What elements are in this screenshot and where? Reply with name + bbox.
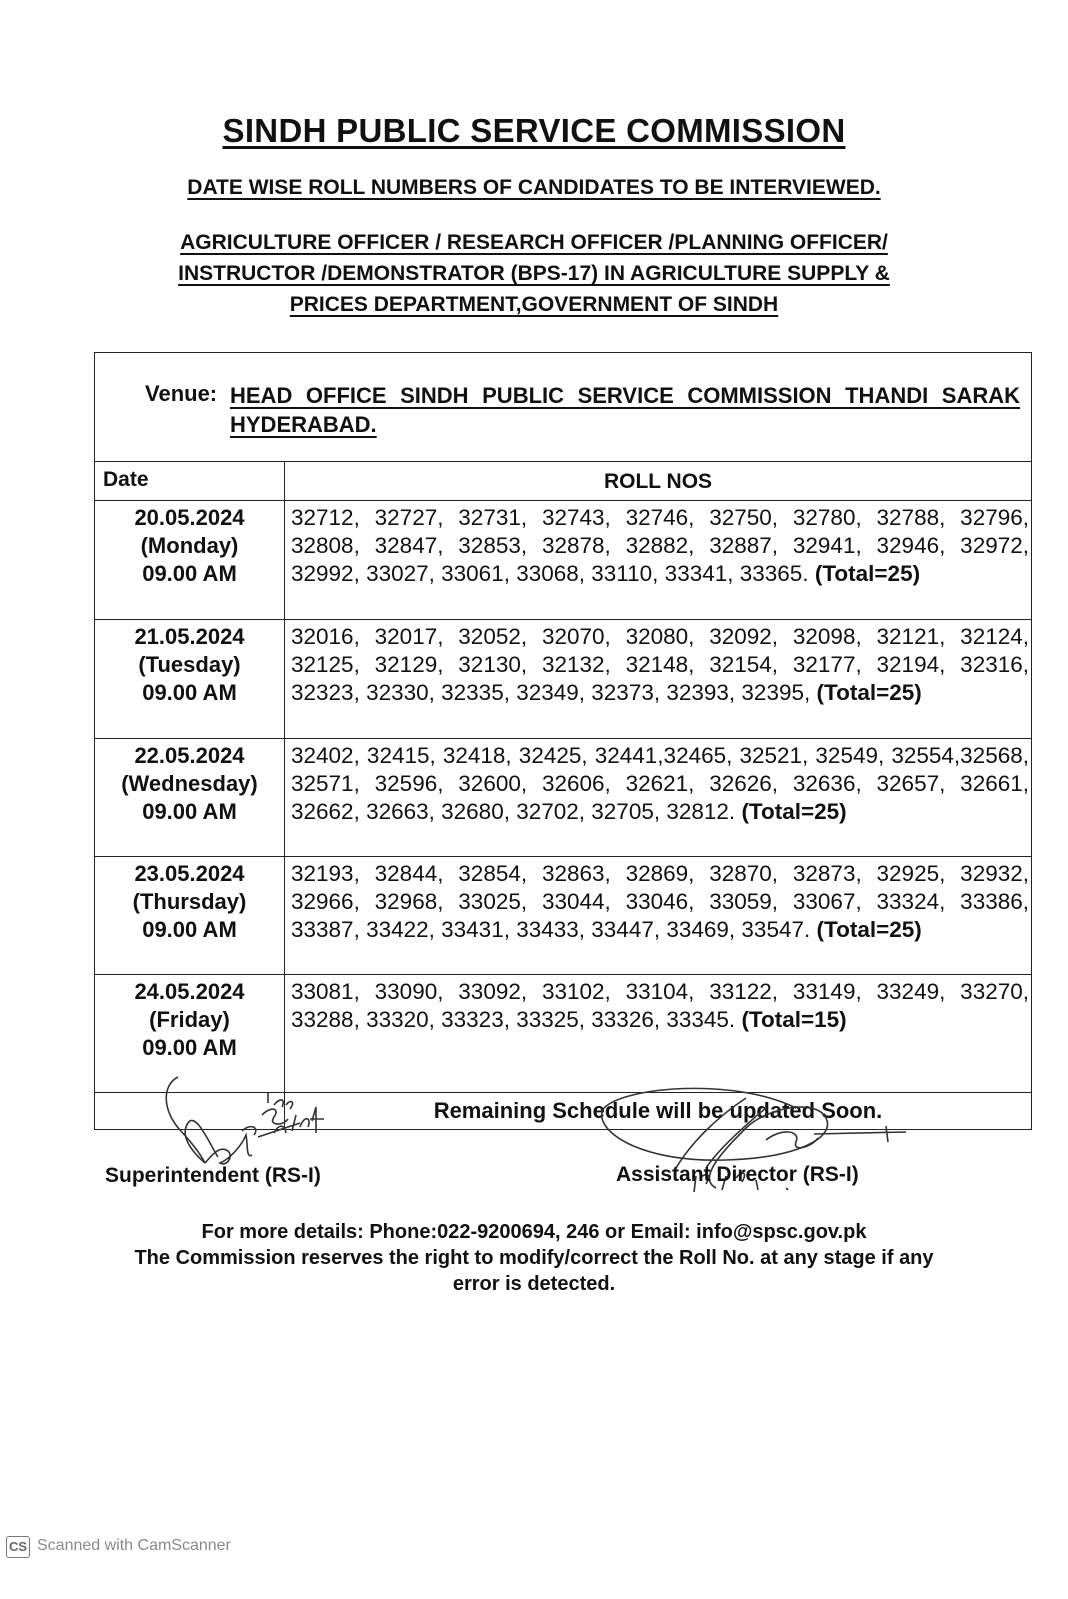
roll-numbers-cell (291, 504, 1029, 588)
camscanner-logo: CS (6, 1536, 30, 1558)
roll-numbers: 32402, 32415, 32418, 32425, 32441,32465, 32521, 32549, 32554,32568, 32571, 32596, 32600, 32606, 32621, 32626, 32636, 32657, 32661, 32662, 32663, 32680, 32702, 32705, 32812. (291, 743, 1029, 824)
roll-numbers-cell (291, 978, 1029, 1034)
total-count: (Total=25) (816, 680, 922, 705)
document-title: SINDH PUBLIC SERVICE COMMISSION (222, 112, 846, 149)
roll-numbers: 33081, 33090, 33092, 33102, 33104, 33122, 33149, 33249, 33270, 33288, 33320, 33323, 33325, 33326, 33345. (291, 979, 1029, 1032)
document-subtitle: DATE WISE ROLL NUMBERS OF CANDIDATES TO BE INTERVIEWED. (187, 176, 881, 199)
disclaimer-line-1: The Commission reserves the right to modify/correct the Roll No. at any stage if any (134, 1247, 934, 1269)
venue-label: Venue: (145, 381, 218, 406)
superintendent-signature (150, 1075, 340, 1175)
date-cell (95, 620, 285, 738)
weekday: (Tuesday) (138, 652, 241, 677)
schedule-table (94, 352, 1032, 1130)
roll-numbers: 32016, 32017, 32052, 32070, 32080, 32092, 32098, 32121, 32124, 32125, 32129, 32130, 32132, 32148, 32154, 32177, 32194, 32316, 32323, 32330, 32335, 32349, 32373, 32393, 32395, (291, 624, 1029, 705)
total-count: (Total=25) (814, 561, 921, 586)
date: 21.05.2024 (134, 624, 245, 649)
superintendent-label: Superintendent (RS-I) (105, 1164, 321, 1187)
table-row (95, 738, 1031, 857)
date: 24.05.2024 (134, 979, 245, 1004)
post-description (110, 227, 958, 320)
roll-numbers-cell (291, 623, 1029, 707)
post-line-3: PRICES DEPARTMENT,GOVERNMENT OF SINDH (289, 293, 779, 316)
date: 23.05.2024 (134, 861, 245, 886)
roll-numbers: 32193, 32844, 32854, 32863, 32869, 32870, 32873, 32925, 32932, 32966, 32968, 33025, 33044, 33046, 33059, 33067, 33324, 33386, 33387, 33422, 33431, 33433, 33447, 33469, 33547. (291, 861, 1029, 942)
date-cell (95, 501, 285, 619)
date-cell (95, 739, 285, 857)
column-header-date: Date (95, 462, 285, 500)
table-row (95, 856, 1031, 975)
total-count: (Total=25) (741, 799, 847, 824)
time: 09.00 AM (142, 680, 237, 705)
date: 20.05.2024 (134, 505, 245, 530)
venue-box (95, 353, 1031, 462)
roll-numbers: 32712, 32727, 32731, 32743, 32746, 32750, 32780, 32788, 32796, 32808, 32847, 32853, 32878, 32882, 32887, 32941, 32946, 32972, 32992, 33027, 33061, 33068, 33110, 33341, 33365. (291, 505, 1029, 586)
remaining-schedule-note: Remaining Schedule will be updated Soon. (433, 1098, 883, 1123)
time: 09.00 AM (142, 917, 237, 942)
weekday: (Monday) (140, 533, 239, 558)
post-line-1: AGRICULTURE OFFICER / RESEARCH OFFICER /PLANNING OFFICER/ (180, 231, 888, 254)
total-count: (Total=25) (816, 917, 922, 942)
table-row (95, 500, 1031, 619)
roll-numbers-cell (291, 860, 1029, 944)
contact-details (0, 1219, 1068, 1297)
date: 22.05.2024 (134, 743, 245, 768)
time: 09.00 AM (142, 799, 237, 824)
venue-value: HEAD OFFICE SINDH PUBLIC SERVICE COMMISSION THANDI SARAK HYDERABAD. (230, 383, 1020, 437)
contact-line: For more details: Phone:022-9200694, 246 or Email: info@spsc.gov.pk (201, 1221, 867, 1243)
assistant-director-signature (596, 1068, 916, 1208)
assistant-director-label: Assistant Director (RS-I) (616, 1163, 859, 1186)
date-cell (95, 857, 285, 975)
time: 09.00 AM (142, 1035, 237, 1060)
time: 09.00 AM (142, 561, 237, 586)
post-line-2: INSTRUCTOR /DEMONSTRATOR (BPS-17) IN AGRICULTURE SUPPLY & (178, 262, 890, 285)
weekday: (Friday) (149, 1007, 230, 1032)
column-header-roll-nos: ROLL NOS (603, 470, 713, 493)
weekday: (Wednesday) (121, 771, 258, 796)
total-count: (Total=15) (741, 1007, 847, 1032)
scanner-watermark: Scanned with CamScanner (37, 1537, 231, 1554)
table-row (95, 619, 1031, 738)
disclaimer-line-2: error is detected. (452, 1273, 616, 1295)
weekday: (Thursday) (132, 889, 247, 914)
roll-numbers-cell (291, 742, 1029, 826)
